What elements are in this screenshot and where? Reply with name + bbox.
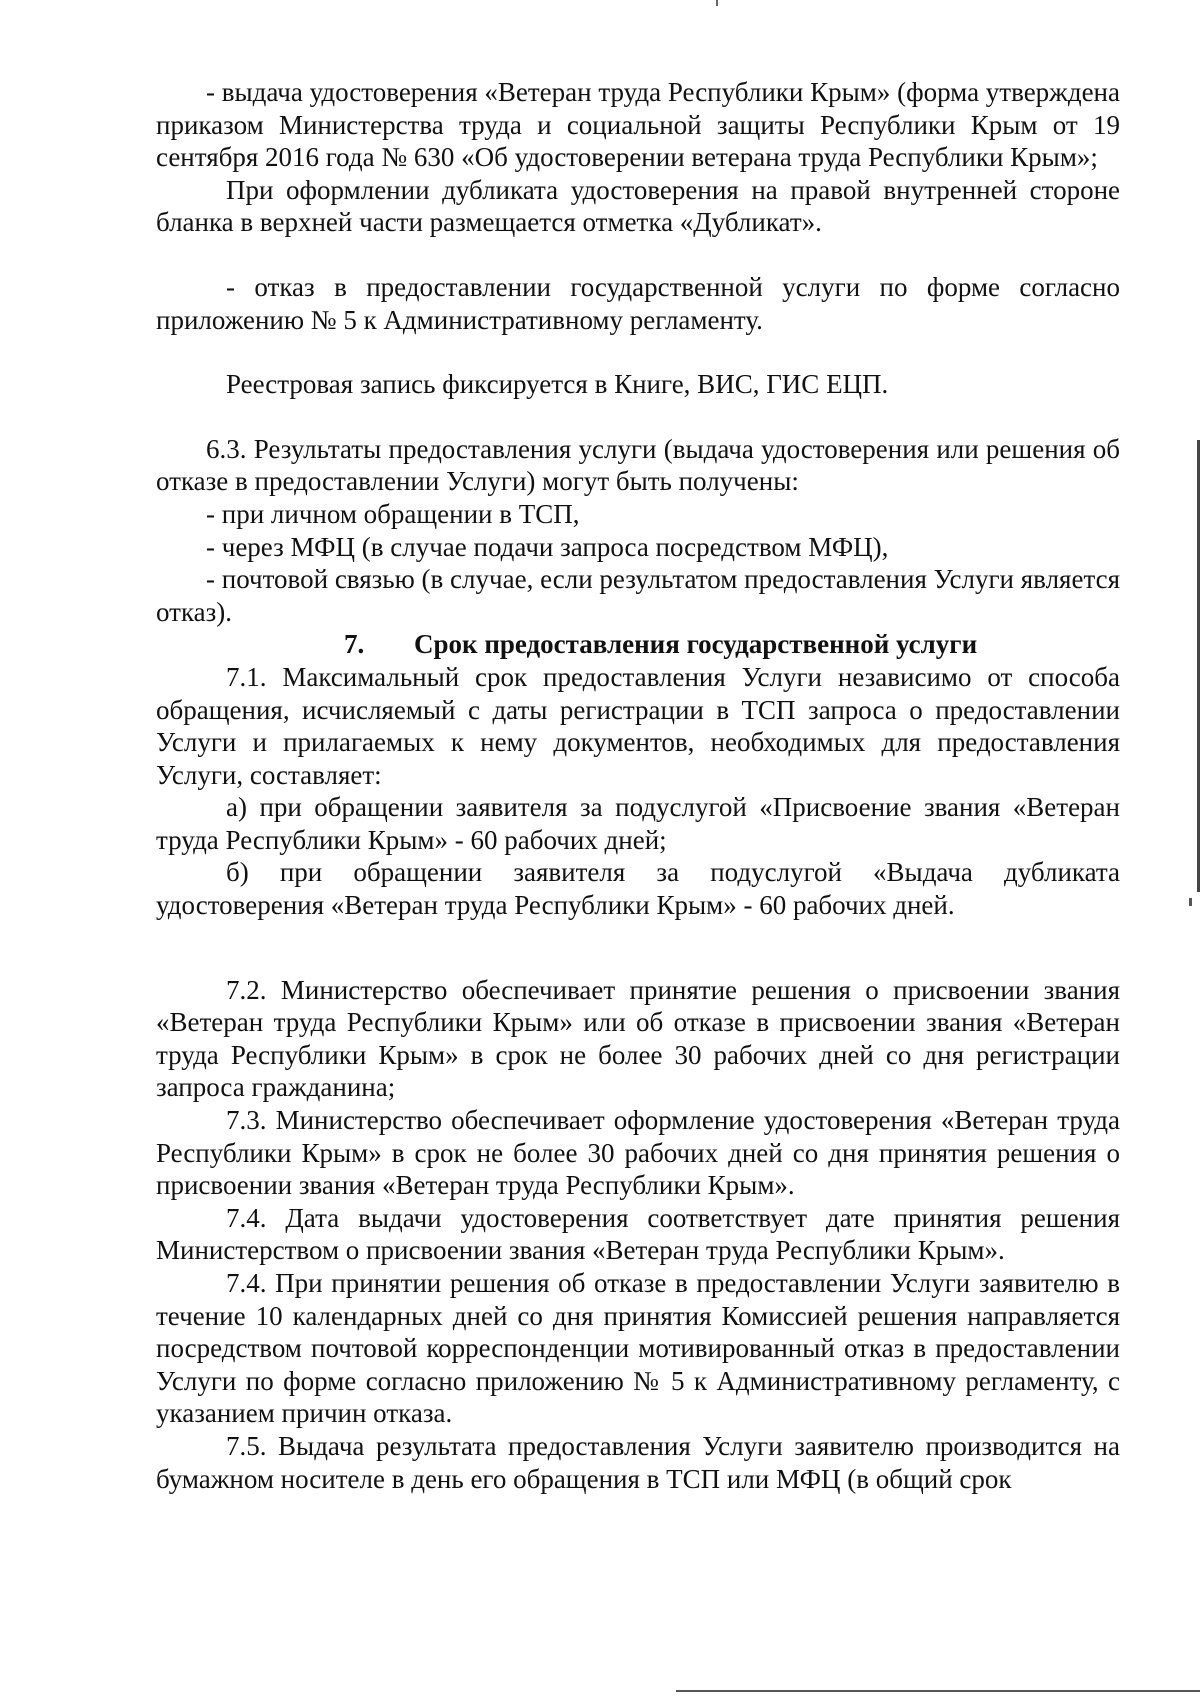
paragraph-7-2: 7.2. Министерство обеспечивает принятие решения о присвоении звания «Ветеран труда Республики Крым» или об отказе в присвоении звания «Ветеран труда Республики Крым» в срок не более 30 рабочих дней со дня регистрации запроса гражданина; — [156, 974, 1120, 1103]
paragraph-registry-record: Реестровая запись фиксируется в Книге, ВИС, ГИС ЕЦП. — [226, 369, 889, 400]
paragraph-7-5: 7.5. Выдача результата предоставления Услуги заявителю производится на бумажном носителе в день его обращения в ТСП или МФЦ (в общий срок — [156, 1430, 1120, 1494]
section-title: Срок предоставления государственной услуги — [414, 629, 978, 660]
paragraph-7-1: 7.1. Максимальный срок предоставления Услуги независимо от способа обращения, исчисляемый с даты регистрации в ТСП запроса о предоставлении Услуги и прилагаемых к нему документов, необходимых для предоставления Услуги, составляет: — [156, 661, 1120, 790]
paragraph-7-1-a: а) при обращении заявителя за подуслугой «Присвоение звания «Ветеран труда Республики Крым» - 60 рабочих дней; — [156, 792, 1120, 855]
scan-artifact-top — [716, 0, 718, 6]
paragraph-issue-certificate: - выдача удостоверения «Ветеран труда Республики Крым» (форма утверждена приказом Министерства труда и социальной защиты Республики Крым от 19 сентября 2016 года № 630 «Об удостоверении ветерана труда Республики Крым»; — [156, 77, 1120, 173]
paragraph-refusal: - отказ в предоставлении государственной услуги по форме согласно приложению № 5 к Административному регламенту. — [156, 271, 1120, 335]
list-item-personal-visit: - при личном обращении в ТСП, — [206, 498, 580, 529]
document-body — [156, 76, 1120, 1495]
section-number: 7. — [344, 629, 365, 660]
scan-artifact-tick — [1189, 898, 1192, 906]
paragraph-7-1-b: б) при обращении заявителя за подуслугой «Выдача дубликата удостоверения «Ветеран труда Республики Крым» - 60 рабочих дней. — [156, 857, 1120, 921]
scan-artifact-bottom-line — [676, 1690, 1200, 1692]
list-item-via-mfc: - через МФЦ (в случае подачи запроса посредством МФЦ), — [206, 531, 889, 562]
paragraph-7-3: 7.3. Министерство обеспечивает оформление удостоверения «Ветеран труда Республики Крым» в срок не более 30 рабочих дней со дня принятия решения о присвоении звания «Ветеран труда Республики Крым». — [156, 1105, 1120, 1201]
paragraph-7-4-refusal: 7.4. При принятии решения об отказе в предоставлении Услуги заявителю в течение 10 календарных дней со дня принятия Комиссией решения направляется посредством почтовой корреспонденции мотивированный отказ в предоставлении Услуги по форме согласно приложению № 5 к Административному регламенту, с указанием причин отказа. — [156, 1268, 1120, 1429]
paragraph-7-4-date: 7.4. Дата выдачи удостоверения соответствует дате принятия решения Министерством о присвоении звания «Ветеран труда Республики Крым». — [156, 1202, 1120, 1266]
section-heading — [156, 628, 1120, 661]
paragraph-6-3-results: 6.3. Результаты предоставления услуги (выдача удостоверения или решения об отказе в предоставлении Услуги) могут быть получены: — [156, 433, 1120, 497]
list-item-by-mail: - почтовой связью (в случае, если результатом предоставления Услуги является отказ). — [156, 564, 1120, 627]
paragraph-duplicate-mark: При оформлении дубликата удостоверения на правой внутренней стороне бланка в верхней части размещается отметка «Дубликат». — [156, 174, 1120, 238]
